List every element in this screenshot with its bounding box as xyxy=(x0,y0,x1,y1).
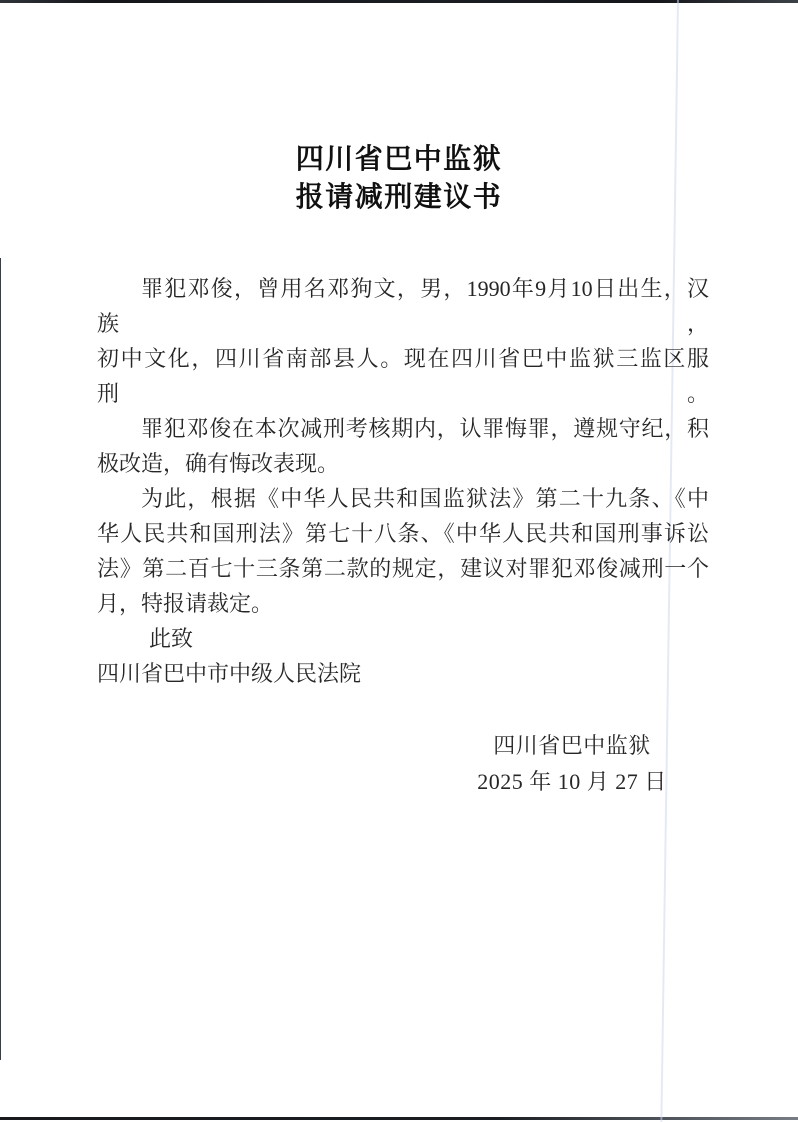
document-title-line-1: 四川省巴中监狱 xyxy=(295,143,503,174)
signature-date: 2025 年 10 月 27 日 xyxy=(477,769,667,794)
body-line: 罪犯邓俊，曾用名邓狗文，男，1990年9月10日出生，汉族， xyxy=(97,276,709,336)
body-line: 罪犯邓俊在本次减刑考核期内，认罪悔罪，遵规守纪，积 xyxy=(141,416,709,441)
body-line: 初中文化，四川省南部县人。现在四川省巴中监狱三监区服刑。 xyxy=(97,346,709,406)
salutation: 此致 xyxy=(149,626,194,651)
document-title xyxy=(0,140,798,216)
signature-org: 四川省巴中监狱 xyxy=(493,733,651,758)
body-line: 极改造，确有悔改表现。 xyxy=(97,451,340,476)
body-line: 华人民共和国刑法》第七十八条、《中华人民共和国刑事诉讼 xyxy=(97,521,709,546)
body-line: 法》第二百七十三条第二款的规定，建议对罪犯邓俊减刑一个 xyxy=(97,556,709,581)
document-body xyxy=(97,271,709,691)
signature-block xyxy=(422,728,722,800)
body-line: 月，特报请裁定。 xyxy=(97,591,274,616)
court-name: 四川省巴中市中级人民法院 xyxy=(97,661,362,686)
body-line: 为此，根据《中华人民共和国监狱法》第二十九条、《中 xyxy=(141,486,709,511)
scan-edge-left xyxy=(0,258,1,1060)
document-title-line-2: 报请减刑建议书 xyxy=(295,181,503,212)
